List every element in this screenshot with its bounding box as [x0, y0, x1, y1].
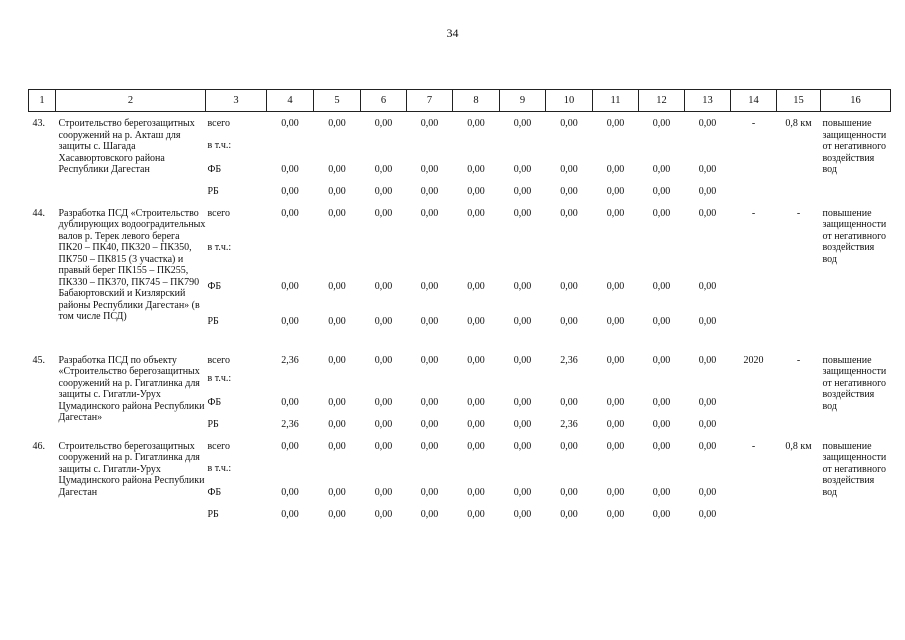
- value-cell: [546, 236, 593, 274]
- value-cell: 0,00: [420, 280, 439, 292]
- value-cell: [407, 134, 453, 158]
- value-cell: [685, 236, 731, 274]
- value-cell: 0,00: [374, 280, 393, 292]
- value-cell: 0,00: [513, 440, 532, 452]
- header-cell: 10: [546, 90, 593, 112]
- value-cell: [639, 236, 685, 274]
- expected-effect: повышение защищенности от негативного воздействия вод: [822, 118, 887, 175]
- value-cell: 0,00: [513, 280, 532, 292]
- header-cell: 13: [685, 90, 731, 112]
- value-cell: 0,00: [513, 396, 532, 408]
- value-cell: 0,00: [281, 440, 299, 452]
- value-cell: 0,00: [606, 486, 625, 498]
- value-cell: 0,00: [328, 508, 346, 520]
- value-cell: 0,00: [652, 440, 671, 452]
- value-cell: 0,00: [513, 207, 532, 219]
- entry-name: Строительство берегозащитных сооружений на р. Акташ для защиты с. Шагада Хасавюртовского района Республики Дагестан: [58, 118, 195, 175]
- value-cell: 0,00: [467, 315, 485, 327]
- capacity-value: 0,8 км: [785, 440, 812, 452]
- value-cell: 0,00: [281, 396, 299, 408]
- value-cell: 0,00: [374, 118, 393, 129]
- value-cell: 2,36: [560, 418, 578, 430]
- value-cell: 0,00: [560, 207, 578, 219]
- value-cell: 0,00: [652, 396, 671, 408]
- funding-type: РБ: [207, 508, 219, 520]
- page-number: 34: [446, 26, 459, 40]
- value-cell: 0,00: [652, 354, 671, 366]
- value-cell: 0,00: [328, 440, 346, 452]
- value-cell: [500, 134, 546, 158]
- value-cell: 0,00: [467, 207, 485, 219]
- capacity-value: -: [796, 207, 801, 219]
- value-cell: 0,00: [467, 118, 485, 129]
- value-cell: 0,00: [467, 418, 485, 430]
- value-cell: 0,00: [420, 418, 439, 430]
- value-cell: 0,00: [560, 315, 578, 327]
- value-cell: [453, 457, 500, 481]
- program-table: [28, 89, 891, 525]
- value-cell: [453, 236, 500, 274]
- completion-year: -: [751, 207, 756, 219]
- value-cell: 0,00: [698, 315, 717, 327]
- value-cell: 0,00: [652, 280, 671, 292]
- header-cell: 12: [639, 90, 685, 112]
- header-cell: 2: [56, 90, 206, 112]
- value-cell: [314, 236, 361, 274]
- value-cell: 0,00: [374, 508, 393, 520]
- value-cell: 0,00: [374, 207, 393, 219]
- funding-type: всего: [207, 354, 231, 366]
- header-cell: 5: [314, 90, 361, 112]
- value-cell: 0,00: [652, 315, 671, 327]
- value-cell: 0,00: [281, 163, 299, 175]
- value-cell: 0,00: [513, 163, 532, 175]
- value-cell: 0,00: [652, 418, 671, 430]
- header-cell: 7: [407, 90, 453, 112]
- value-cell: [639, 367, 685, 391]
- value-cell: [546, 457, 593, 481]
- value-cell: 0,00: [420, 163, 439, 175]
- value-cell: [407, 457, 453, 481]
- value-cell: 0,00: [698, 486, 717, 498]
- value-cell: [267, 134, 314, 158]
- value-cell: 2,36: [560, 354, 578, 366]
- value-cell: 0,00: [513, 508, 532, 520]
- value-cell: 0,00: [560, 163, 578, 175]
- funding-type: в т.ч.:: [207, 462, 232, 474]
- funding-type: всего: [207, 440, 231, 452]
- value-cell: [685, 367, 731, 391]
- value-cell: 0,00: [606, 508, 625, 520]
- completion-year: -: [751, 440, 756, 452]
- value-cell: [267, 367, 314, 391]
- entry-number: 45.: [32, 354, 45, 366]
- header-cell: 4: [267, 90, 314, 112]
- value-cell: 0,00: [374, 440, 393, 452]
- value-cell: 2,36: [281, 354, 299, 366]
- funding-type: ФБ: [207, 280, 222, 292]
- value-cell: [546, 134, 593, 158]
- header-cell: 11: [593, 90, 639, 112]
- value-cell: 0,00: [420, 396, 439, 408]
- value-cell: 0,00: [606, 418, 625, 430]
- value-cell: 0,00: [513, 118, 532, 129]
- funding-type: в т.ч.:: [207, 372, 232, 384]
- value-cell: 0,00: [560, 185, 578, 197]
- entry-number: 46.: [32, 440, 45, 452]
- value-cell: [361, 134, 407, 158]
- value-cell: 0,00: [420, 508, 439, 520]
- header-cell: 6: [361, 90, 407, 112]
- value-cell: [314, 457, 361, 481]
- capacity-value: 0,8 км: [785, 118, 812, 129]
- value-cell: 0,00: [467, 163, 485, 175]
- value-cell: 0,00: [698, 207, 717, 219]
- value-cell: 0,00: [606, 315, 625, 327]
- funding-type: в т.ч.:: [207, 242, 232, 254]
- value-cell: 0,00: [281, 486, 299, 498]
- value-cell: 0,00: [328, 207, 346, 219]
- funding-type: всего: [207, 118, 231, 129]
- value-cell: [639, 457, 685, 481]
- value-cell: 0,00: [513, 418, 532, 430]
- value-cell: [314, 134, 361, 158]
- value-cell: 0,00: [560, 440, 578, 452]
- value-cell: 0,00: [328, 396, 346, 408]
- value-cell: 0,00: [698, 185, 717, 197]
- value-cell: 0,00: [606, 280, 625, 292]
- value-cell: 0,00: [606, 354, 625, 366]
- value-cell: 0,00: [328, 185, 346, 197]
- value-cell: 0,00: [328, 315, 346, 327]
- funding-type: РБ: [207, 185, 219, 197]
- value-cell: 0,00: [328, 418, 346, 430]
- value-cell: [593, 134, 639, 158]
- value-cell: 0,00: [606, 396, 625, 408]
- value-cell: 0,00: [467, 508, 485, 520]
- value-cell: 0,00: [420, 486, 439, 498]
- value-cell: 0,00: [560, 280, 578, 292]
- value-cell: [500, 367, 546, 391]
- value-cell: 0,00: [698, 163, 717, 175]
- value-cell: [407, 236, 453, 274]
- value-cell: 0,00: [652, 118, 671, 129]
- value-cell: 0,00: [560, 118, 578, 129]
- value-cell: 0,00: [652, 207, 671, 219]
- table-body: [29, 112, 891, 525]
- value-cell: 0,00: [328, 163, 346, 175]
- expected-effect: повышение защищенности от негативного воздействия вод: [822, 207, 887, 265]
- value-cell: 0,00: [374, 354, 393, 366]
- value-cell: 0,00: [467, 280, 485, 292]
- header-row: [29, 90, 891, 112]
- value-cell: 0,00: [467, 486, 485, 498]
- value-cell: [639, 134, 685, 158]
- capacity-value: -: [796, 354, 801, 366]
- value-cell: 0,00: [374, 486, 393, 498]
- value-cell: [361, 236, 407, 274]
- entry-number: 43.: [32, 118, 45, 129]
- header-cell: 14: [731, 90, 777, 112]
- value-cell: 0,00: [281, 207, 299, 219]
- value-cell: 0,00: [652, 163, 671, 175]
- value-cell: 0,00: [698, 280, 717, 292]
- table-row: [29, 112, 891, 134]
- value-cell: 0,00: [467, 185, 485, 197]
- value-cell: 0,00: [420, 207, 439, 219]
- value-cell: 0,00: [281, 280, 299, 292]
- value-cell: [453, 367, 500, 391]
- value-cell: [407, 367, 453, 391]
- value-cell: 0,00: [374, 185, 393, 197]
- value-cell: 0,00: [467, 440, 485, 452]
- value-cell: [361, 367, 407, 391]
- value-cell: [361, 457, 407, 481]
- funding-type: ФБ: [207, 163, 222, 175]
- value-cell: 0,00: [606, 207, 625, 219]
- entry-number: 44.: [32, 207, 45, 219]
- value-cell: 0,00: [606, 163, 625, 175]
- value-cell: 0,00: [698, 440, 717, 452]
- entry-name: Строительство берегозащитных сооружений на р. Гигатлинка для защиты с. Гигатли-Урух Цумадинского района Республики Дагестан: [58, 440, 205, 498]
- value-cell: [267, 236, 314, 274]
- completion-year: -: [751, 118, 756, 129]
- value-cell: [314, 367, 361, 391]
- entry-name: Разработка ПСД по объекту «Строительство берегозащитных сооружений на р. Гигатлинка для защиты с. Гигатли-Урух Цумадинского района Республики Дагестан»: [58, 354, 205, 423]
- value-cell: 0,00: [652, 185, 671, 197]
- value-cell: 0,00: [374, 315, 393, 327]
- value-cell: 0,00: [513, 185, 532, 197]
- value-cell: 0,00: [467, 396, 485, 408]
- value-cell: 0,00: [513, 315, 532, 327]
- value-cell: 0,00: [281, 185, 299, 197]
- value-cell: 0,00: [281, 118, 299, 129]
- value-cell: [500, 457, 546, 481]
- value-cell: [685, 134, 731, 158]
- value-cell: 0,00: [281, 508, 299, 520]
- value-cell: [500, 236, 546, 274]
- value-cell: 0,00: [328, 354, 346, 366]
- value-cell: 0,00: [281, 315, 299, 327]
- value-cell: [453, 134, 500, 158]
- value-cell: 0,00: [698, 396, 717, 408]
- value-cell: 0,00: [560, 486, 578, 498]
- expected-effect: повышение защищенности от негативного воздействия вод: [822, 354, 887, 412]
- header-cell: 9: [500, 90, 546, 112]
- entry-name: Разработка ПСД «Строительство дублирующих водооградительных валов р. Терек левого берега ПК20 – ПК40, ПК320 – ПК350, ПК750 – ПК815 (3 участка) и правый берег ПК155 – ПК255, ПК330 – ПК370, ПК745 – ПК790 Бабаюртовский и Кизлярский районы Республики Дагестан» (в том числе ПСД): [58, 207, 206, 322]
- value-cell: [685, 457, 731, 481]
- value-cell: 2,36: [281, 418, 299, 430]
- value-cell: 0,00: [420, 118, 439, 129]
- value-cell: [593, 367, 639, 391]
- value-cell: 0,00: [328, 280, 346, 292]
- value-cell: 0,00: [467, 354, 485, 366]
- value-cell: 0,00: [328, 118, 346, 129]
- header-cell: 8: [453, 90, 500, 112]
- value-cell: 0,00: [652, 486, 671, 498]
- funding-type: РБ: [207, 418, 219, 430]
- value-cell: 0,00: [606, 185, 625, 197]
- value-cell: 0,00: [420, 185, 439, 197]
- header-cell: 15: [777, 90, 821, 112]
- funding-type: в т.ч.:: [207, 139, 232, 151]
- value-cell: 0,00: [420, 315, 439, 327]
- value-cell: 0,00: [513, 354, 532, 366]
- value-cell: 0,00: [606, 440, 625, 452]
- table-row: [29, 435, 891, 457]
- value-cell: 0,00: [652, 508, 671, 520]
- funding-type: РБ: [207, 315, 219, 327]
- value-cell: 0,00: [374, 396, 393, 408]
- value-cell: 0,00: [374, 163, 393, 175]
- value-cell: 0,00: [698, 418, 717, 430]
- funding-type: ФБ: [207, 396, 222, 408]
- value-cell: 0,00: [698, 354, 717, 366]
- table-row: [29, 202, 891, 237]
- value-cell: 0,00: [560, 396, 578, 408]
- completion-year: 2020: [743, 354, 764, 366]
- value-cell: [546, 367, 593, 391]
- value-cell: 0,00: [374, 418, 393, 430]
- header-cell: 16: [821, 90, 891, 112]
- value-cell: 0,00: [420, 440, 439, 452]
- value-cell: 0,00: [560, 508, 578, 520]
- value-cell: 0,00: [698, 508, 717, 520]
- funding-type: всего: [207, 207, 231, 219]
- value-cell: 0,00: [513, 486, 532, 498]
- header-cell: 1: [29, 90, 56, 112]
- value-cell: [593, 457, 639, 481]
- header-cell: 3: [206, 90, 267, 112]
- value-cell: 0,00: [328, 486, 346, 498]
- value-cell: 0,00: [420, 354, 439, 366]
- value-cell: [267, 457, 314, 481]
- funding-type: ФБ: [207, 486, 222, 498]
- value-cell: 0,00: [606, 118, 625, 129]
- value-cell: [593, 236, 639, 274]
- value-cell: 0,00: [698, 118, 717, 129]
- expected-effect: повышение защищенности от негативного воздействия вод: [822, 440, 887, 498]
- table-row: [29, 345, 891, 367]
